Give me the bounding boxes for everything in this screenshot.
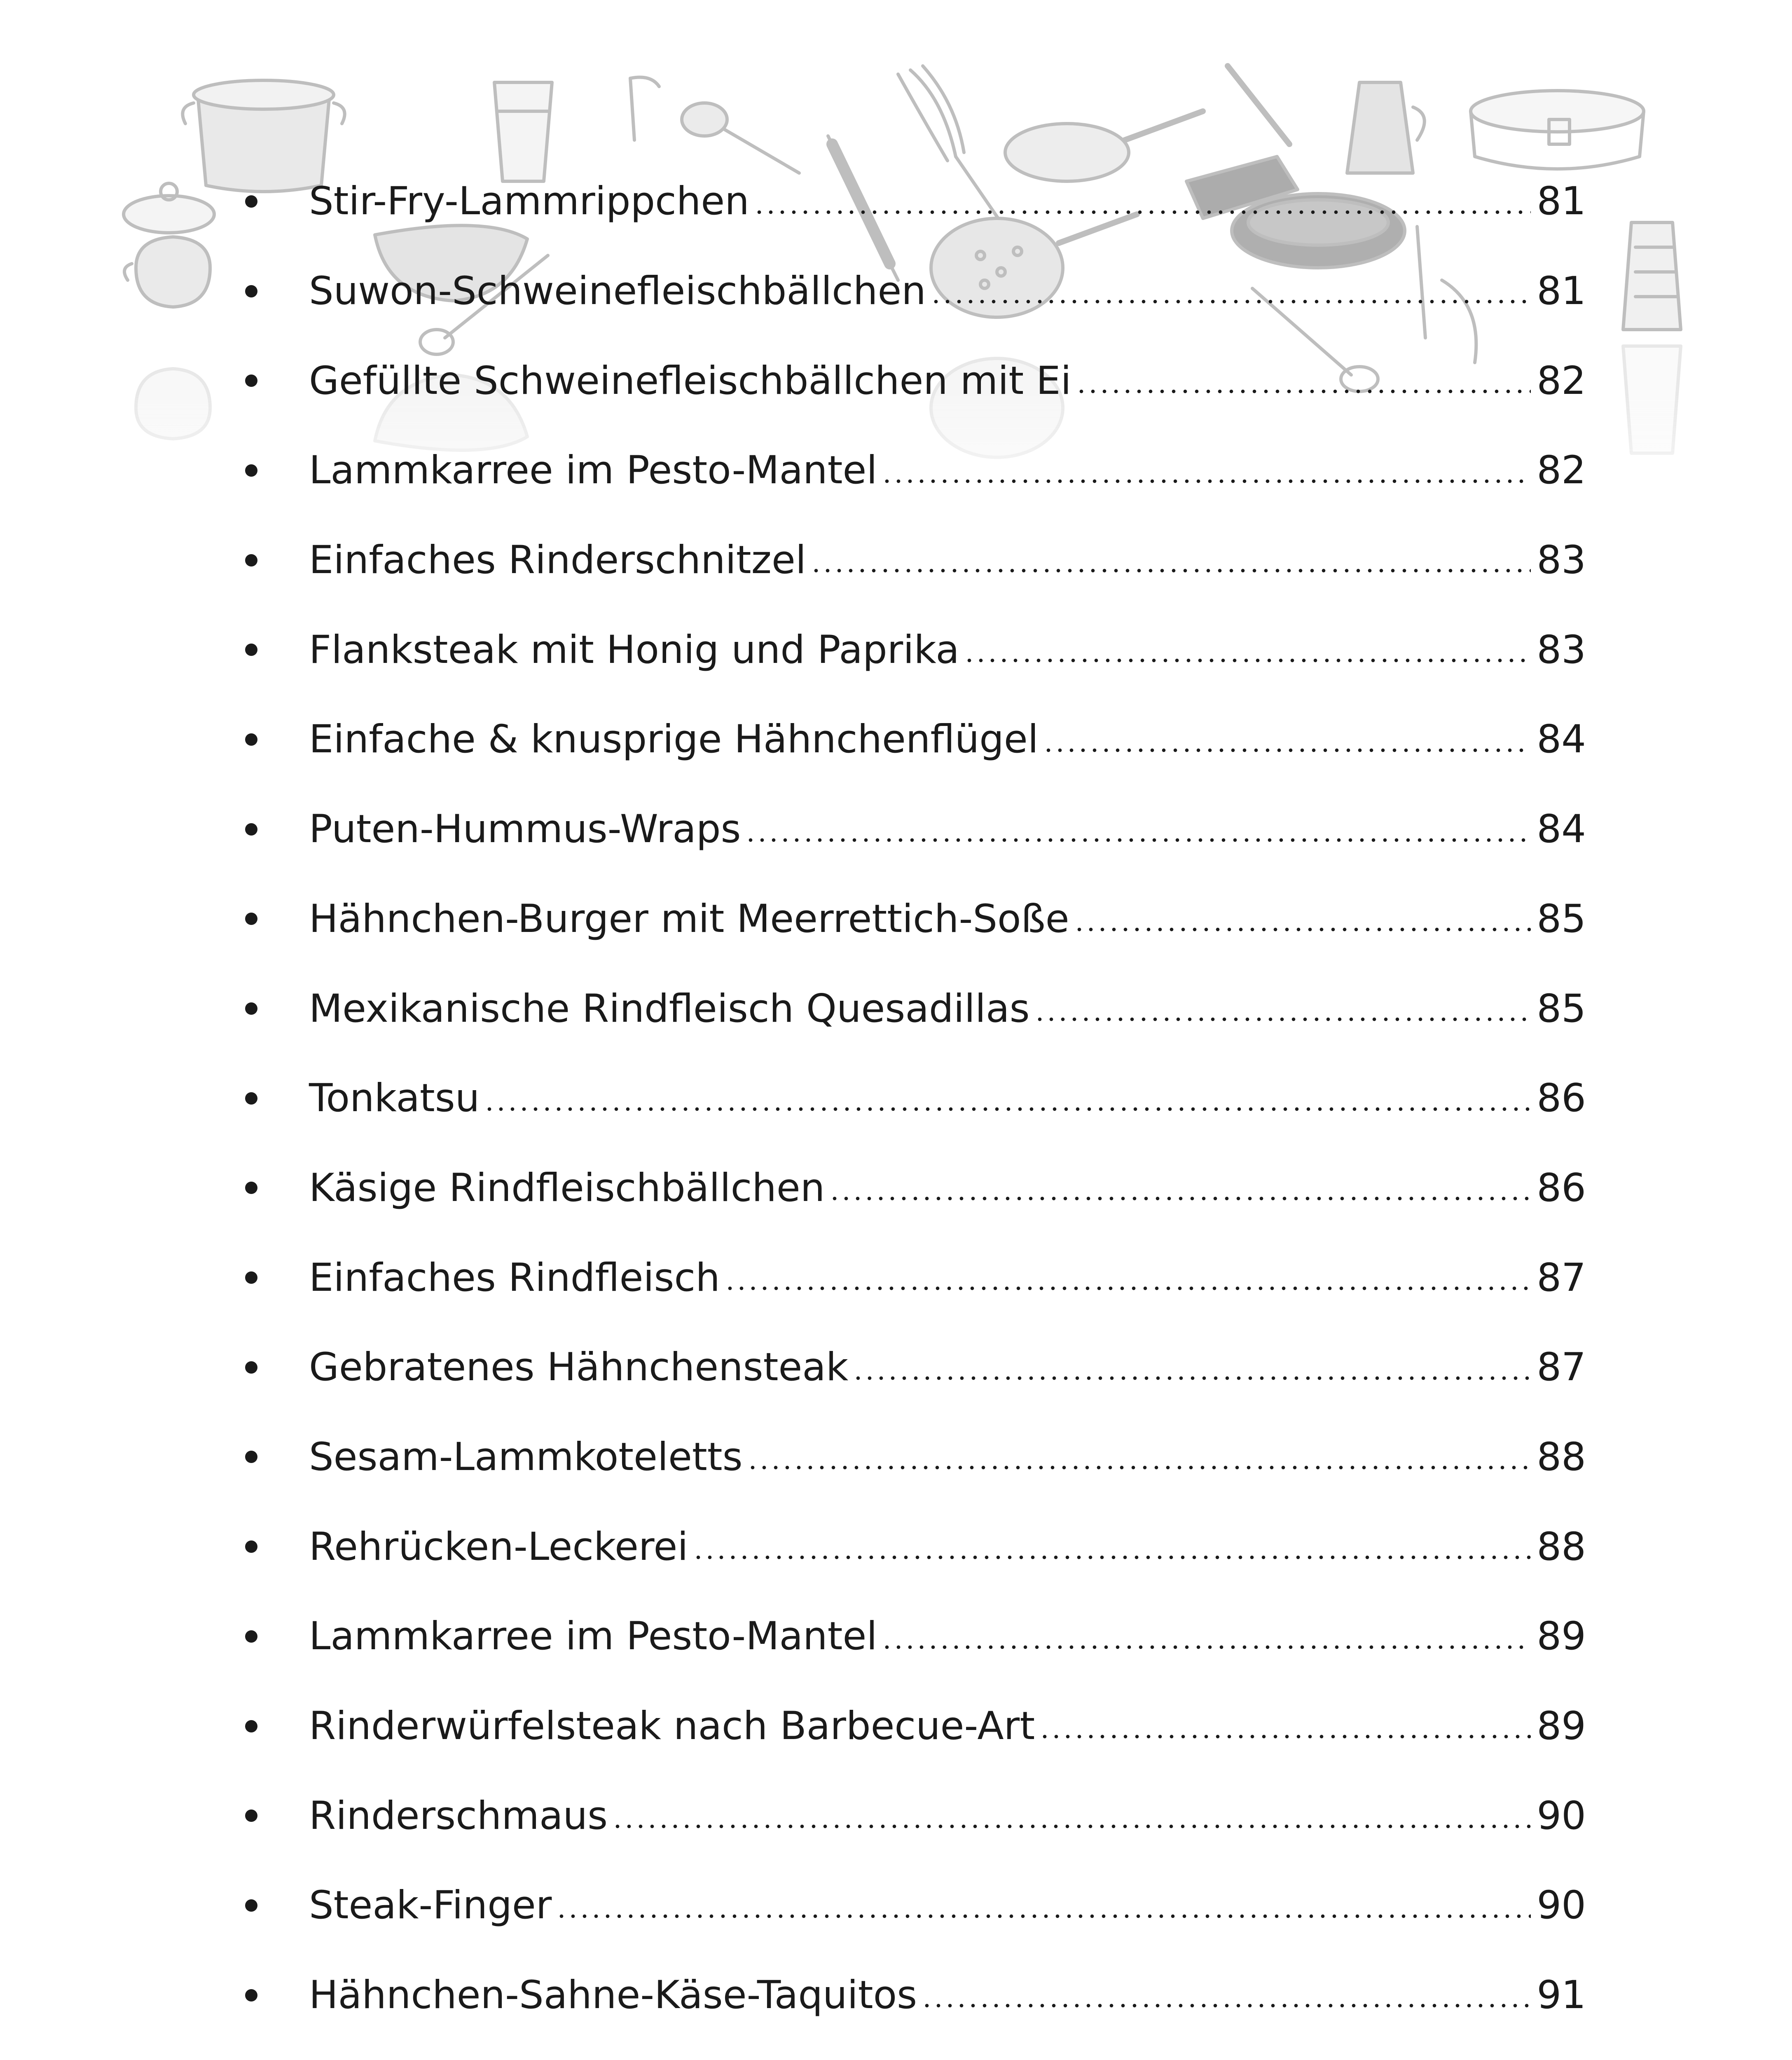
bullet-icon [245,644,257,656]
toc-entry-title: Puten-Hummus-Wraps [309,807,741,852]
toc-entry[interactable] [239,1233,1586,1323]
dot-leader [829,1143,1531,1233]
toc-entry-line [309,1053,1586,1143]
bullet-icon [245,464,257,477]
dot-leader [484,1053,1531,1143]
table-of-contents [239,157,1586,2060]
toc-entry-title: Rinderschmaus [309,1793,608,1838]
dot-leader [810,515,1531,605]
toc-entry-line [309,336,1586,426]
toc-entry[interactable] [239,515,1586,605]
bullet-icon [245,1092,257,1105]
toc-entry-page-number: 85 [1537,896,1586,941]
toc-entry[interactable] [239,1861,1586,1950]
toc-entry[interactable] [239,426,1586,515]
toc-entry-title: Einfaches Rindfleisch [309,1255,720,1300]
toc-entry-page-number: 89 [1537,1704,1586,1749]
dot-leader [852,1323,1531,1412]
toc-entry-title: Flanksteak mit Honig und Paprika [309,627,959,672]
bullet-icon [245,1810,257,1822]
toc-entry-title: Einfache & knusprige Hähnchenflügel [309,717,1039,762]
toc-entry-line [309,964,1586,1053]
dot-leader [881,426,1531,515]
toc-entry-page-number: 88 [1537,1434,1586,1479]
dot-leader [881,1592,1531,1681]
bullet-icon [245,1630,257,1643]
dot-leader [1039,1681,1531,1771]
dot-leader [745,784,1531,874]
bullet-icon [245,1720,257,1732]
toc-entry-page-number: 90 [1537,1883,1586,1928]
toc-entry-title: Steak-Finger [309,1883,552,1928]
toc-entry[interactable] [239,605,1586,695]
toc-entry-page-number: 86 [1537,1076,1586,1121]
toc-entry-title: Lammkarree im Pesto-Mantel [309,448,877,493]
toc-entry[interactable] [239,1143,1586,1233]
toc-entry-title: Hähnchen-Sahne-Käse-Taquitos [309,1973,917,2018]
toc-entry-line [309,1412,1586,1502]
toc-entry-line [309,784,1586,874]
toc-entry-line [309,2040,1586,2060]
toc-entry-line [309,246,1586,336]
toc-entry-line [309,1143,1586,1233]
toc-entry-page-number: 87 [1537,1345,1586,1390]
dot-leader [1034,964,1531,1053]
dot-leader [747,1412,1531,1502]
dot-leader [930,246,1531,336]
toc-entry-line [309,1681,1586,1771]
dot-leader [753,157,1531,246]
bullet-icon [245,913,257,925]
toc-entry-line [309,605,1586,695]
toc-entry-title: Suwon-Schweinefleischbällchen [309,269,926,314]
bullet-icon [245,554,257,566]
bullet-icon [245,1540,257,1553]
toc-entry-line [309,515,1586,605]
toc-entry-title: Gefüllte Schweinefleischbällchen mit Ei [309,358,1071,403]
toc-entry[interactable] [239,874,1586,964]
toc-entry-title: Rehrücken-Leckerei [309,1524,688,1569]
bullet-icon [245,1361,257,1374]
toc-entry-line [309,874,1586,964]
bullet-icon [245,1451,257,1463]
bullet-icon [245,1182,257,1194]
toc-entry-title: Sesam-Lammkoteletts [309,1434,743,1479]
toc-entry-page-number: 89 [1537,1614,1586,1659]
dot-leader [951,2040,1531,2060]
toc-entry-page-number: 91 [1537,1973,1586,2018]
toc-entry[interactable] [239,1681,1586,1771]
bullet-icon [245,1989,257,2001]
bullet-icon [245,375,257,387]
bullet-icon [245,1002,257,1015]
toc-entry[interactable] [239,964,1586,1053]
toc-entry-page-number: 88 [1537,1524,1586,1569]
bullet-icon [245,733,257,746]
toc-entry-line [309,695,1586,784]
toc-entry-title: Rinderwürfelsteak nach Barbecue-Art [309,1704,1035,1749]
toc-entry-line [309,157,1586,246]
toc-entry-page-number: 87 [1537,1255,1586,1300]
toc-entry-title: Gebratenes Hähnchensteak [309,1345,849,1390]
toc-entry-page-number: 83 [1537,627,1586,672]
dot-leader [1076,336,1531,426]
toc-entry[interactable] [239,784,1586,874]
toc-entry-page-number: 82 [1537,358,1586,403]
toc-entry-page-number: 82 [1537,448,1586,493]
toc-entry[interactable] [239,1950,1586,2040]
toc-entry-line [309,1502,1586,1592]
toc-entry[interactable] [239,157,1586,246]
toc-entry-title: Stir-Fry-Lammrippchen [309,179,749,224]
toc-entry[interactable] [239,1053,1586,1143]
toc-entry[interactable] [239,1771,1586,1861]
toc-entry-page-number: 84 [1537,807,1586,852]
toc-entry-page-number: 84 [1537,717,1586,762]
toc-entry-line [309,426,1586,515]
bullet-icon [245,1271,257,1284]
toc-entry-line [309,1771,1586,1861]
toc-entry-line [309,1323,1586,1412]
toc-entry[interactable] [239,1323,1586,1412]
toc-entry-title: Lammkarree im Pesto-Mantel [309,1614,877,1659]
dot-leader [921,1950,1531,2040]
dot-leader [1074,874,1531,964]
dot-leader [1043,695,1531,784]
toc-entry[interactable] [239,1412,1586,1502]
dot-leader [556,1861,1531,1950]
dot-leader [692,1502,1531,1592]
toc-entry-title: Mexikanische Rindfleisch Quesadillas [309,986,1030,1031]
toc-entry-page-number: 90 [1537,1793,1586,1838]
toc-entry-page-number: 86 [1537,1165,1586,1210]
toc-entry-page-number: 81 [1537,179,1586,224]
toc-entry-line [309,1233,1586,1323]
toc-entry[interactable] [239,2040,1586,2060]
bullet-icon [245,1899,257,1912]
toc-entry[interactable] [239,1592,1586,1681]
toc-entry-line [309,1861,1586,1950]
bullet-icon [245,285,257,297]
bullet-icon [245,195,257,208]
toc-entry[interactable] [239,1502,1586,1592]
toc-entry-title: Hähnchen-Burger mit Meerrettich-Soße [309,896,1069,941]
bullet-icon [245,823,257,836]
toc-entry-page-number: 81 [1537,269,1586,314]
dot-leader [964,605,1531,695]
toc-entry-title: Käsige Rindfleischbällchen [309,1165,825,1210]
toc-entry-line [309,1592,1586,1681]
dot-leader [612,1771,1531,1861]
toc-entry-title: Tonkatsu [309,1076,480,1121]
toc-entry[interactable] [239,695,1586,784]
dot-leader [724,1233,1531,1323]
toc-entry-title: Einfaches Rinderschnitzel [309,538,806,583]
toc-entry[interactable] [239,336,1586,426]
toc-entry-line [309,1950,1586,2040]
toc-entry[interactable] [239,246,1586,336]
toc-entry-page-number: 85 [1537,986,1586,1031]
toc-entry-page-number: 83 [1537,538,1586,583]
